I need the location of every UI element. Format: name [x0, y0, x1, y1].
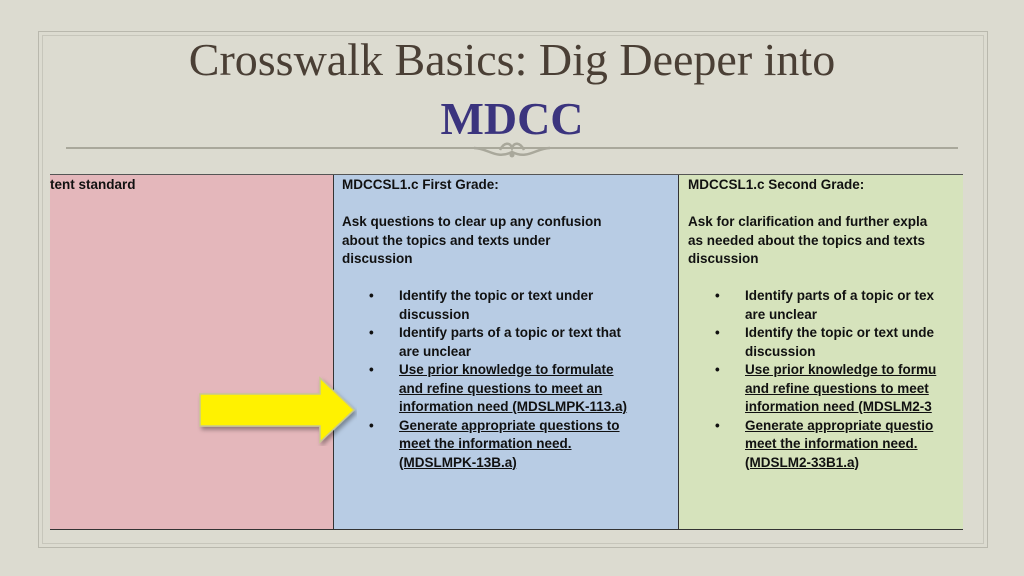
- second-grade-bullet-line: discussion: [745, 343, 816, 359]
- first-grade-header: MDCCSL1.c First Grade:: [342, 177, 499, 192]
- second-grade-bullet-line: • Identify parts of a topic or tex: [745, 288, 935, 303]
- second-grade-bullet-item: [688, 417, 963, 473]
- second-grade-header: MDCCSL1.c Second Grade:: [688, 177, 865, 192]
- first-grade-bullet-line: (MDSLMPK-13B.a): [399, 454, 517, 470]
- first-grade-bullet-item: [342, 324, 678, 361]
- second-grade-description-line: Ask for clarification and further expla: [688, 214, 928, 229]
- first-grade-bullet-item: [342, 417, 678, 473]
- first-grade-bullet-list: [342, 287, 678, 472]
- second-grade-description-line: as needed about the topics and texts: [688, 232, 926, 248]
- first-grade-bullet-line: meet the information need.: [399, 436, 572, 451]
- content-standard-header: tent standard: [50, 177, 136, 192]
- second-grade-bullet-item: [688, 287, 963, 324]
- first-grade-bullet-line: are unclear: [399, 343, 472, 359]
- first-grade-bullet-item: [342, 287, 678, 324]
- second-grade-bullet-item: [688, 361, 963, 417]
- second-grade-description: [688, 213, 963, 269]
- first-grade-bullet-line: Generate appropriate questions to: [399, 417, 620, 433]
- second-grade-bullet-line: Generate appropriate questio: [745, 417, 934, 433]
- second-grade-bullet-line: meet the information need.: [745, 436, 918, 451]
- second-grade-bullet-line: are unclear: [745, 306, 818, 322]
- second-grade-bullet-item: [688, 324, 963, 361]
- first-grade-description-line: Ask questions to clear up any confusion: [342, 214, 602, 229]
- first-grade-bullet-line: information need (MDSLMPK-113.a): [399, 399, 628, 414]
- ornament-flourish-icon: [470, 138, 554, 166]
- second-grade-bullet-list: [688, 287, 963, 472]
- first-grade-description-line: discussion: [342, 251, 413, 266]
- second-grade-bullet-line: and refine questions to meet: [745, 380, 929, 396]
- first-grade-bullet-line: Use prior knowledge to formulate: [399, 362, 614, 377]
- standards-table: [50, 174, 963, 530]
- first-grade-bullet-line: • Identify the topic or text under: [399, 288, 594, 303]
- right-arrow-icon: [197, 376, 357, 446]
- first-grade-description-line: about the topics and texts under: [342, 232, 551, 248]
- first-grade-bullet-line: • Identify parts of a topic or text that: [399, 325, 622, 340]
- slide-title-line2: MDCC: [440, 93, 584, 144]
- first-grade-bullet-line: discussion: [399, 306, 470, 322]
- content-standard-column: [50, 175, 333, 529]
- first-grade-description: [342, 213, 678, 269]
- slide-title-line1: Crosswalk Basics: Dig Deeper into: [188, 34, 836, 85]
- second-grade-bullet-line: Use prior knowledge to formu: [745, 362, 937, 377]
- second-grade-bullet-line: (MDSLM2-33B1.a): [745, 454, 860, 470]
- second-grade-bullet-line: information need (MDSLM2-3: [745, 399, 932, 414]
- second-grade-description-line: discussion: [688, 251, 759, 266]
- first-grade-bullet-item: [342, 361, 678, 417]
- second-grade-bullet-line: • Identify the topic or text unde: [745, 325, 935, 340]
- first-grade-bullet-line: and refine questions to meet an: [399, 380, 603, 396]
- first-grade-column: [333, 175, 679, 529]
- second-grade-column: [679, 175, 963, 529]
